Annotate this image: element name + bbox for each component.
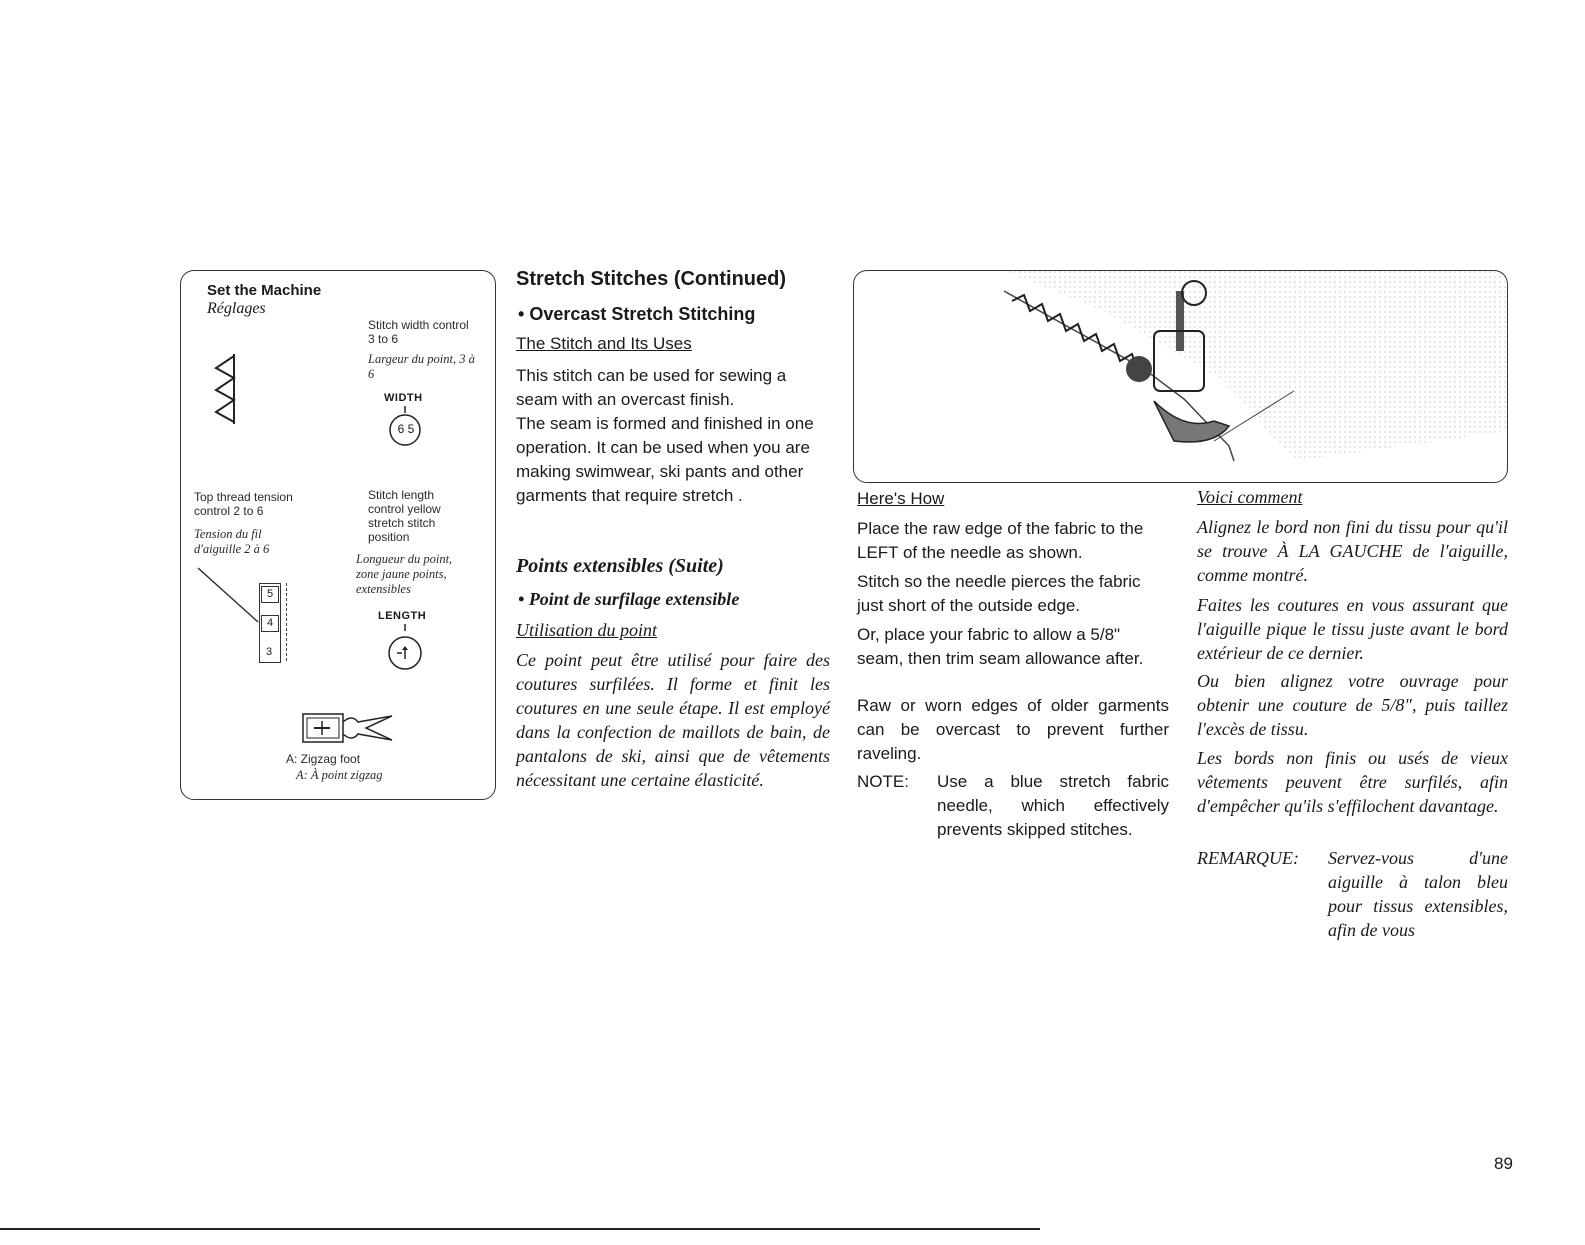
zigzag-foot-label-fr: A: À point zigzag	[296, 768, 383, 782]
zigzag-foot-icon	[300, 708, 395, 748]
tension-mark-5: 5	[261, 586, 279, 603]
tension-control-text: Top thread tension control 2 to 6	[194, 490, 293, 518]
section-title-fr: Points extensibles (Suite)	[516, 555, 724, 577]
length-dial-icon	[380, 623, 430, 685]
width-control-text-fr: Largeur du point, 3 à 6	[368, 352, 475, 381]
length-control-text-fr: Longueur du point, zone jaune points, extensibles	[356, 552, 453, 596]
tension-mark-4: 4	[261, 615, 279, 632]
tension-control-text-fr: Tension du fil d'aiguille 2 à 6	[194, 527, 270, 556]
zigzag-foot-label: A: Zigzag foot	[286, 752, 361, 766]
uses-paragraph-fr: Ce point peut être utilisé pour faire des coutures surfilées. Il forme et finit les coutures en une seule étape. Il est employé dans la confection de maillots de bain, de pantalons de ski, ainsi que de vêtements nécessitant une certaine élasticité.	[516, 650, 830, 790]
how-paragraph-4: Raw or worn edges of older garments can be overcast to prevent further raveling.	[857, 696, 1169, 763]
sewing-foot-drawing	[854, 271, 1508, 483]
width-dial-label: WIDTH	[384, 392, 423, 404]
length-dial-label: LENGTH	[378, 610, 427, 622]
how-paragraph-fr-1: Alignez le bord non fini du tissu pour qu'il se trouve À LA GAUCHE de l'aiguille, comme montré.	[1197, 517, 1508, 585]
bottom-rule	[0, 1228, 1040, 1230]
note-text-fr: Servez-vous d'une aiguille à talon bleu pour tissus extensibles, afin de vous	[1328, 848, 1508, 940]
subsection-title-fr: • Point de surfilage extensible	[518, 589, 740, 609]
how-paragraph-fr-3: Ou bien alignez votre ouvrage pour obtenir une couture de 5/8", puis taillez l'excès de tissu.	[1197, 671, 1508, 739]
how-paragraph-fr-2: Faites les coutures en vous assurant que l'aiguille pique le tissu juste avant le bord extérieur de ce dernier.	[1197, 595, 1508, 663]
overcast-stitch-illustration	[853, 270, 1508, 483]
how-heading-fr: Voici comment	[1197, 487, 1303, 507]
note-label: NOTE:	[857, 772, 909, 791]
note-label-fr: REMARQUE:	[1197, 848, 1299, 868]
width-control-text: Stitch width control 3 to 6	[368, 318, 469, 346]
settings-title-fr: Réglages	[207, 300, 266, 317]
uses-heading-fr: Utilisation du point	[516, 620, 658, 640]
note-text: Use a blue stretch fabric needle, which effectively prevents skipped stitches.	[937, 772, 1169, 839]
how-paragraph-1: Place the raw edge of the fabric to the LEFT of the needle as shown.	[857, 519, 1144, 562]
tension-mark-3: 3	[265, 646, 273, 658]
tension-dial-strip	[259, 583, 289, 663]
section-title: Stretch Stitches (Continued)	[516, 268, 787, 290]
subsection-title: • Overcast Stretch Stitching	[518, 304, 756, 324]
length-control-text: Stitch length control yellow stretch stitch position	[368, 488, 441, 544]
how-paragraph-fr-4: Les bords non finis ou usés de vieux vêtements peuvent être surfilés, afin d'empêcher qu'ils s'effilochent davantage.	[1197, 748, 1508, 816]
overcast-stitch-symbol-icon	[204, 352, 244, 427]
how-heading: Here's How	[857, 489, 945, 508]
how-paragraph-2: Stitch so the needle pierces the fabric just short of the outside edge.	[857, 572, 1141, 615]
uses-paragraph-2: The seam is formed and finished in one operation. It can be used when you are making swimwear, ski pants and other garments that require stretch .	[516, 414, 814, 505]
how-paragraph-3: Or, place your fabric to allow a 5/8" seam, then trim seam allowance after.	[857, 625, 1144, 668]
width-dial-value: 6 5	[397, 422, 415, 436]
uses-heading: The Stitch and Its Uses	[516, 334, 692, 353]
page-number: 89	[1494, 1154, 1513, 1173]
uses-paragraph-1: This stitch can be used for sewing a seam with an overcast finish.	[516, 366, 787, 409]
settings-title: Set the Machine	[207, 282, 322, 299]
